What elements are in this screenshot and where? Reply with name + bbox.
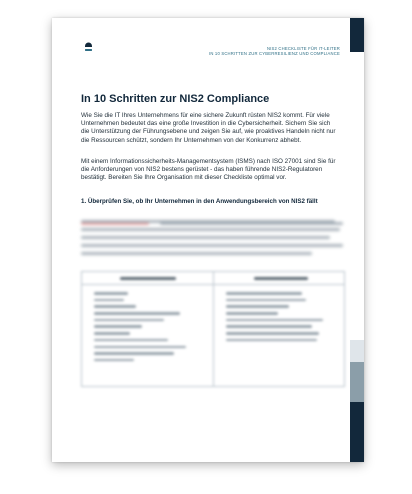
list-item [226,305,289,308]
list-item [226,299,306,302]
table-column-right [226,292,334,346]
list-item [94,319,164,322]
page-title: In 10 Schritten zur NIS2 Compliance [81,93,270,105]
list-item [94,325,142,328]
list-item [226,312,278,315]
list-item [94,359,134,362]
step-1-heading: 1. Überprüfen Sie, ob Ihr Unternehmen in den Anwendungsbereich von NIS2 fällt [81,198,318,205]
brand-logo-icon [84,41,93,52]
header-line-1: NIS2 CHECKLISTE FÜR IT-LEITER [266,46,340,51]
header-line-2: IN 10 SCHRITTEN ZUR CYBERRESILIENZ UND COMPLIANCE [208,51,340,57]
blurred-text-block [81,212,343,260]
list-item [226,325,312,328]
list-item [226,339,317,342]
list-item [94,299,124,302]
side-strip-bottom [350,402,364,462]
list-item [94,332,130,335]
list-item [94,346,186,349]
document-header [209,46,340,57]
side-strip-light [350,340,364,362]
list-item [226,292,302,295]
side-strip-top [350,18,364,52]
list-item [94,312,180,315]
list-item [226,319,323,322]
sector-table [81,271,345,387]
list-item [94,339,168,342]
list-item [226,332,319,335]
table-header-cell [120,277,176,280]
side-strip-gray [350,362,364,402]
list-item [94,352,174,355]
intro-paragraph: Wie Sie die IT Ihres Unternehmens für eine sichere Zukunft rüsten NIS2 kommt. Für viele Unternehmen bedeutet das eine große Investition in die Cybersicherheit. Sichern Sie sich die Unterstützung der Führungsebene und zeigen Sie auf, wie proaktives Handeln nicht nur die Ressourcen schützt, sondern Ihr Unternehmen von der Konkurrenz abhebt. [81,112,336,144]
table-column-left [94,292,194,366]
list-item [94,292,128,295]
table-header-cell [254,277,308,280]
table-divider [213,272,214,386]
isms-paragraph: Mit einem Informationssicherheits-Managementsystem (ISMS) nach ISO 27001 sind Sie für die Anforderungen von NIS2 bestens gerüstet - das haben führende NIS2-Regulatoren bestätigt. Bereiten Sie Ihre Organisation mit dieser Checkliste optimal vor. [81,158,336,182]
document-page [52,18,364,462]
list-item [94,305,136,308]
